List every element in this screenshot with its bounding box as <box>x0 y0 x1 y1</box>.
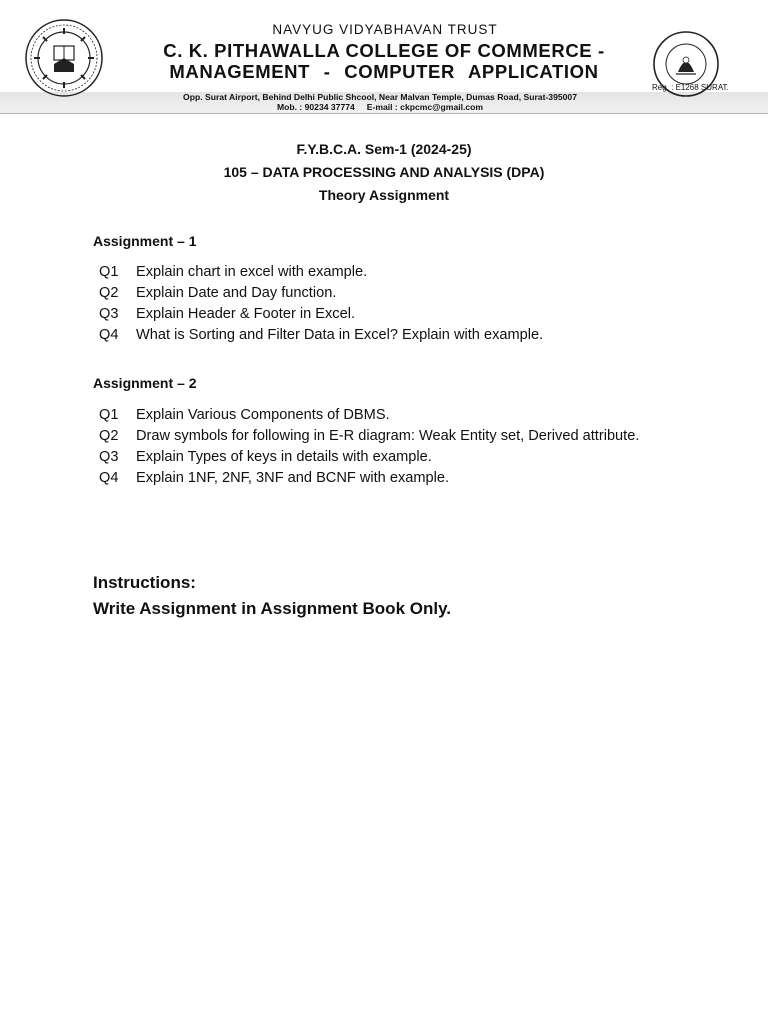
question-item <box>99 405 659 426</box>
question-text: Draw symbols for following in E-R diagram: Weak Entity set, Derived attribute. <box>136 428 640 444</box>
question-text: What is Sorting and Filter Data in Excel? Explain with example. <box>136 327 544 343</box>
question-number: Q1 <box>99 407 119 423</box>
question-text: Explain Various Components of DBMS. <box>136 407 390 423</box>
assignment-type: Theory Assignment <box>318 187 450 203</box>
question-text: Explain 1NF, 2NF, 3NF and BCNF with example. <box>136 470 450 486</box>
question-item <box>99 325 659 346</box>
question-text: Explain Types of keys in details with example. <box>136 449 432 465</box>
assignment-2-heading: Assignment – 2 <box>93 375 197 391</box>
question-number: Q4 <box>99 470 119 486</box>
header-divider <box>0 113 768 114</box>
question-item <box>99 304 659 325</box>
subject-title: 105 – DATA PROCESSING AND ANALYSIS (DPA) <box>223 164 545 180</box>
assignment-2-questions <box>99 405 659 489</box>
question-number: Q2 <box>99 428 119 444</box>
college-name <box>136 40 632 82</box>
question-text: Explain Header & Footer in Excel. <box>136 306 356 322</box>
address-line: Opp. Surat Airport, Behind Delhi Public Shcool, Near Malvan Temple, Dumas Road, Surat-395007 <box>183 92 577 102</box>
question-number: Q3 <box>99 449 119 465</box>
college-address <box>128 92 632 112</box>
instructions-heading: Instructions: <box>93 573 196 592</box>
college-name-line1: C. K. PITHAWALLA COLLEGE OF COMMERCE - <box>163 40 605 61</box>
registration-number: Reg. : E1268 SURAT. <box>652 83 729 92</box>
college-emblem-icon <box>24 18 104 98</box>
instructions <box>93 570 451 622</box>
instructions-text: Write Assignment in Assignment Book Only. <box>93 599 451 618</box>
document-titles <box>0 138 768 207</box>
question-number: Q3 <box>99 306 119 322</box>
college-name-line2: MANAGEMENT - COMPUTER APPLICATION <box>169 61 599 82</box>
question-item <box>99 262 659 283</box>
question-number: Q4 <box>99 327 119 343</box>
trust-name: NAVYUG VIDYABHAVAN TRUST <box>272 22 498 37</box>
question-text: Explain chart in excel with example. <box>136 264 368 280</box>
letterhead <box>0 0 768 116</box>
question-item <box>99 447 659 468</box>
contact-line: Mob. : 90234 37774 E-mail : ckpcmc@gmail.com <box>276 102 484 112</box>
course-title: F.Y.B.C.A. Sem-1 (2024-25) <box>296 141 472 157</box>
question-number: Q1 <box>99 264 119 280</box>
assignment-1-questions <box>99 262 659 346</box>
question-item <box>99 283 659 304</box>
assignment-1-heading: Assignment – 1 <box>93 233 197 249</box>
question-item <box>99 426 659 447</box>
question-item <box>99 468 659 489</box>
question-text: Explain Date and Day function. <box>136 285 337 301</box>
question-number: Q2 <box>99 285 119 301</box>
